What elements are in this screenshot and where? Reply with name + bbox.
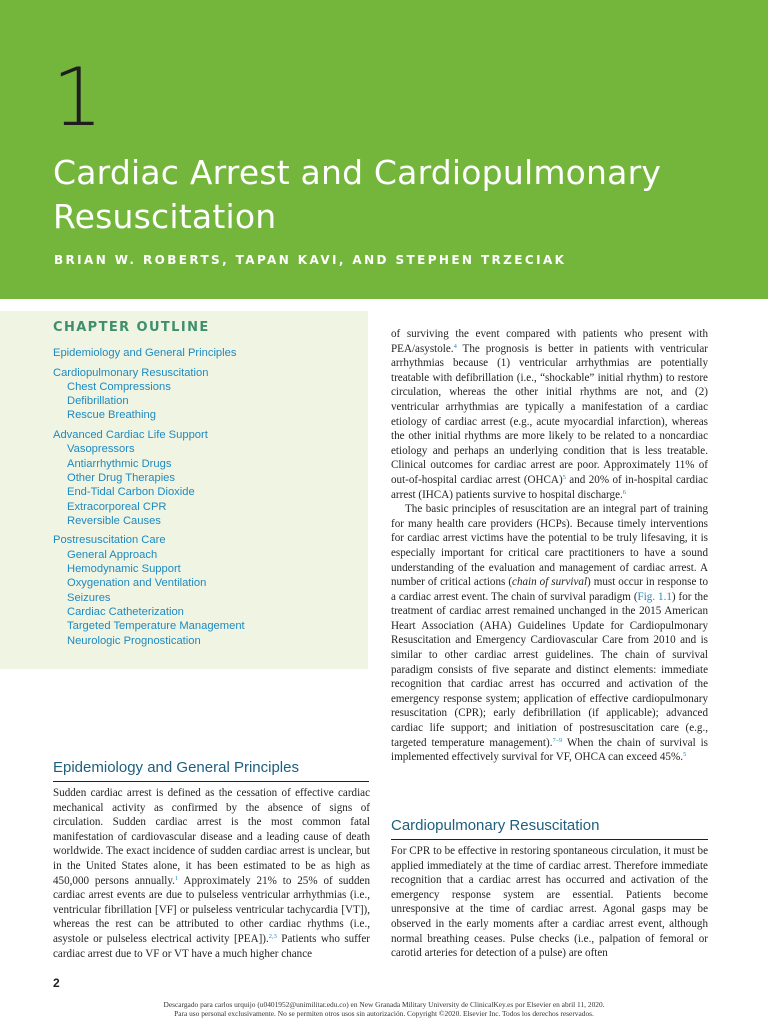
outline-subsection-link[interactable]: Antiarrhythmic Drugs	[67, 457, 172, 470]
right-column-text	[391, 327, 708, 765]
citation-link[interactable]: 5	[683, 751, 687, 759]
chapter-title-line2: Resuscitation	[53, 197, 277, 236]
citation-link[interactable]: 4	[453, 342, 457, 350]
right-column-text-cpr	[391, 844, 708, 961]
text-run: ) must occur in response to a cardiac arrest event. The chain of survival paradigm (	[391, 576, 708, 603]
text-run: Approximately 21% to 25% of sudden cardiac arrest events are due to pulseless ventricular arrhythmias (i.e., ventricular fibrillation [VF] or pulseless ventricular tachycardia [VT]), whereas the rest can be attributed to other cardiac rhythms (i.e., asystole or pulseless electrical activity [PEA]).	[53, 874, 371, 945]
chapter-title	[53, 151, 733, 239]
citation-link[interactable]: 7–9	[552, 736, 563, 744]
text-run: and 20% of in-hospital cardiac arrest (IHCA) patients survive to hospital discharge.	[391, 473, 708, 501]
chapter-outline-list	[53, 346, 363, 648]
download-footer	[0, 1000, 768, 1018]
outline-subsection-link[interactable]: Chest Compressions	[67, 380, 171, 393]
section-heading-epidemiology: Epidemiology and General Principles	[53, 759, 299, 776]
outline-section-link[interactable]: Cardiopulmonary Resuscitation	[53, 366, 209, 379]
outline-subsection-link[interactable]: Vasopressors	[67, 443, 135, 456]
text-run: Sudden cardiac arrest is defined as the cessation of effective cardiac mechanical activity as confirmed by the absence of signs of circulation. Sudden cardiac arrest is the most common fatal manifestation of cardiovascular disease and a leading cause of death worldwide. The exact incidence of sudden cardiac arrest is unclear, but in the United States alone, it has been estimated to be as high as 450,000 persons annually.	[53, 787, 370, 887]
text-run: The basic principles of resuscitation are an integral part of training for many health care providers (HCPs). Because timely interventions for cardiac arrest victims have the potential to be truly lifesaving, it is especially important for critical care practitioners to have a sound understanding of the evaluation and management of cardiac arrest. A number of critical actions (	[391, 503, 708, 589]
chapter-banner	[0, 0, 768, 299]
outline-subsection-link[interactable]: Reversible Causes	[67, 514, 161, 527]
outline-subsection-link[interactable]: Rescue Breathing	[67, 409, 156, 422]
outline-subsection-link[interactable]: General Approach	[67, 548, 158, 561]
chapter-title-line1: Cardiac Arrest and Cardiopulmonary	[53, 153, 662, 192]
outline-section-link[interactable]: Epidemiology and General Principles	[53, 347, 237, 359]
outline-subsection-link[interactable]: Targeted Temperature Management	[67, 620, 245, 633]
citation-link[interactable]: 1	[174, 874, 179, 882]
citation-link[interactable]: 5	[562, 473, 566, 481]
text-run: The prognosis is better in patients with ventricular arrhythmias because (1) ventricular arrhythmias are potentially treatable with defibrillation (i.e., “shockable” initial rhythm) to restore circulation, whereas the other initial rhythms are not, and (2) ventricular arrhythmias are typically a manifestation of a cardiac etiology of cardiac arrest (e.g., acute myocardial infarction), whereas the other initial rhythms are more likely to be related to a noncardiac etiology and perhaps an underlying condition that is less treatable. Clinical outcomes for cardiac arrest are poor. Approximately 11% of out-of-hospital cardiac arrest (OHCA)	[391, 342, 708, 486]
footer-line2: Para uso personal exclusivamente. No se permiten otros usos sin autorización. Copyright ©2020. Elsevier Inc. Todos los derechos reservados.	[174, 1009, 594, 1018]
citation-link[interactable]: 6	[622, 488, 627, 496]
outline-section-link[interactable]: Postresuscitation Care	[53, 534, 166, 547]
paragraph	[391, 502, 708, 765]
emphasis-text: chain of survival	[512, 576, 588, 589]
outline-subsection-link[interactable]: Defibrillation	[67, 395, 129, 408]
footer-line1: Descargado para carlos urquijo (u0401952@unimilitar.edu.co) en New Granada Military University de ClinicalKey.es por Elsevier en abril 11, 2020.	[163, 1000, 605, 1009]
outline-subsection-link[interactable]: Other Drug Therapies	[67, 471, 175, 484]
page-number: 2	[53, 976, 60, 990]
text-run: of surviving the event compared with patients who present with PEA/asystole.	[391, 328, 708, 355]
text-run: ) for the treatment of cardiac arrest remained unchanged in the 2015 American Heart Association (AHA) Guidelines Update for Cardiopulmonary Resuscitation and Emergency Cardiovascular Care from 2010 and is similar to other cardiac arrest guidelines. The chain of survival paradigm consists of five separate and distinct elements: immediate recognition that cardiac arrest has occurred and activation of the emergency response system; application of effective cardiopulmonary resuscitation (CPR); early defibrillation (if applicable); advanced cardiac life support; and initiation of postresuscitation care (e.g., targeted temperature management).	[391, 590, 708, 749]
paragraph	[53, 786, 370, 961]
chapter-number: 1	[52, 51, 103, 144]
outline-subsection-link[interactable]: Neurologic Prognostication	[67, 634, 201, 647]
outline-subsection-link[interactable]: Cardiac Catheterization	[67, 605, 184, 618]
chapter-outline-heading: CHAPTER OUTLINE	[53, 320, 210, 335]
outline-subsection-link[interactable]: Seizures	[67, 591, 111, 604]
outline-subsection-link[interactable]: Oxygenation and Ventilation	[67, 577, 207, 590]
section-heading-cpr: Cardiopulmonary Resuscitation	[391, 817, 600, 834]
text-run: Patients who suffer cardiac arrest due to VF or VT have a much higher chance	[53, 932, 370, 960]
left-column-text	[53, 786, 370, 961]
section-rule	[53, 781, 369, 782]
outline-section-link[interactable]: Advanced Cardiac Life Support	[53, 429, 208, 442]
paragraph: For CPR to be effective in restoring spontaneous circulation, it must be applied immediately at the time of cardiac arrest. Therefore immediate recognition that a cardiac arrest has occurred and activation of the emergency response system are essential. Patients become unresponsive at the time of cardiac arrest. Agonal gasps may be observed in the early moments after a cardiac arrest event, although normal breathing ceases. Pulse checks (i.e., palpation of femoral or carotid arteries for detection of a pulse) are often	[391, 845, 708, 960]
chapter-authors: BRIAN W. ROBERTS, TAPAN KAVI, AND STEPHEN TRZECIAK	[54, 253, 567, 267]
outline-subsection-link[interactable]: End-Tidal Carbon Dioxide	[67, 486, 195, 499]
outline-subsection-link[interactable]: Extracorporeal CPR	[67, 500, 167, 513]
paragraph	[391, 327, 708, 502]
figure-link[interactable]: Fig. 1.1	[637, 590, 672, 603]
section-rule	[391, 839, 708, 840]
outline-subsection-link[interactable]: Hemodynamic Support	[67, 563, 181, 576]
citation-link[interactable]: 2,3	[268, 932, 277, 940]
text-run: When the chain of survival is implemented effectively survival for VF, OHCA can exceed 45%.	[391, 736, 708, 764]
